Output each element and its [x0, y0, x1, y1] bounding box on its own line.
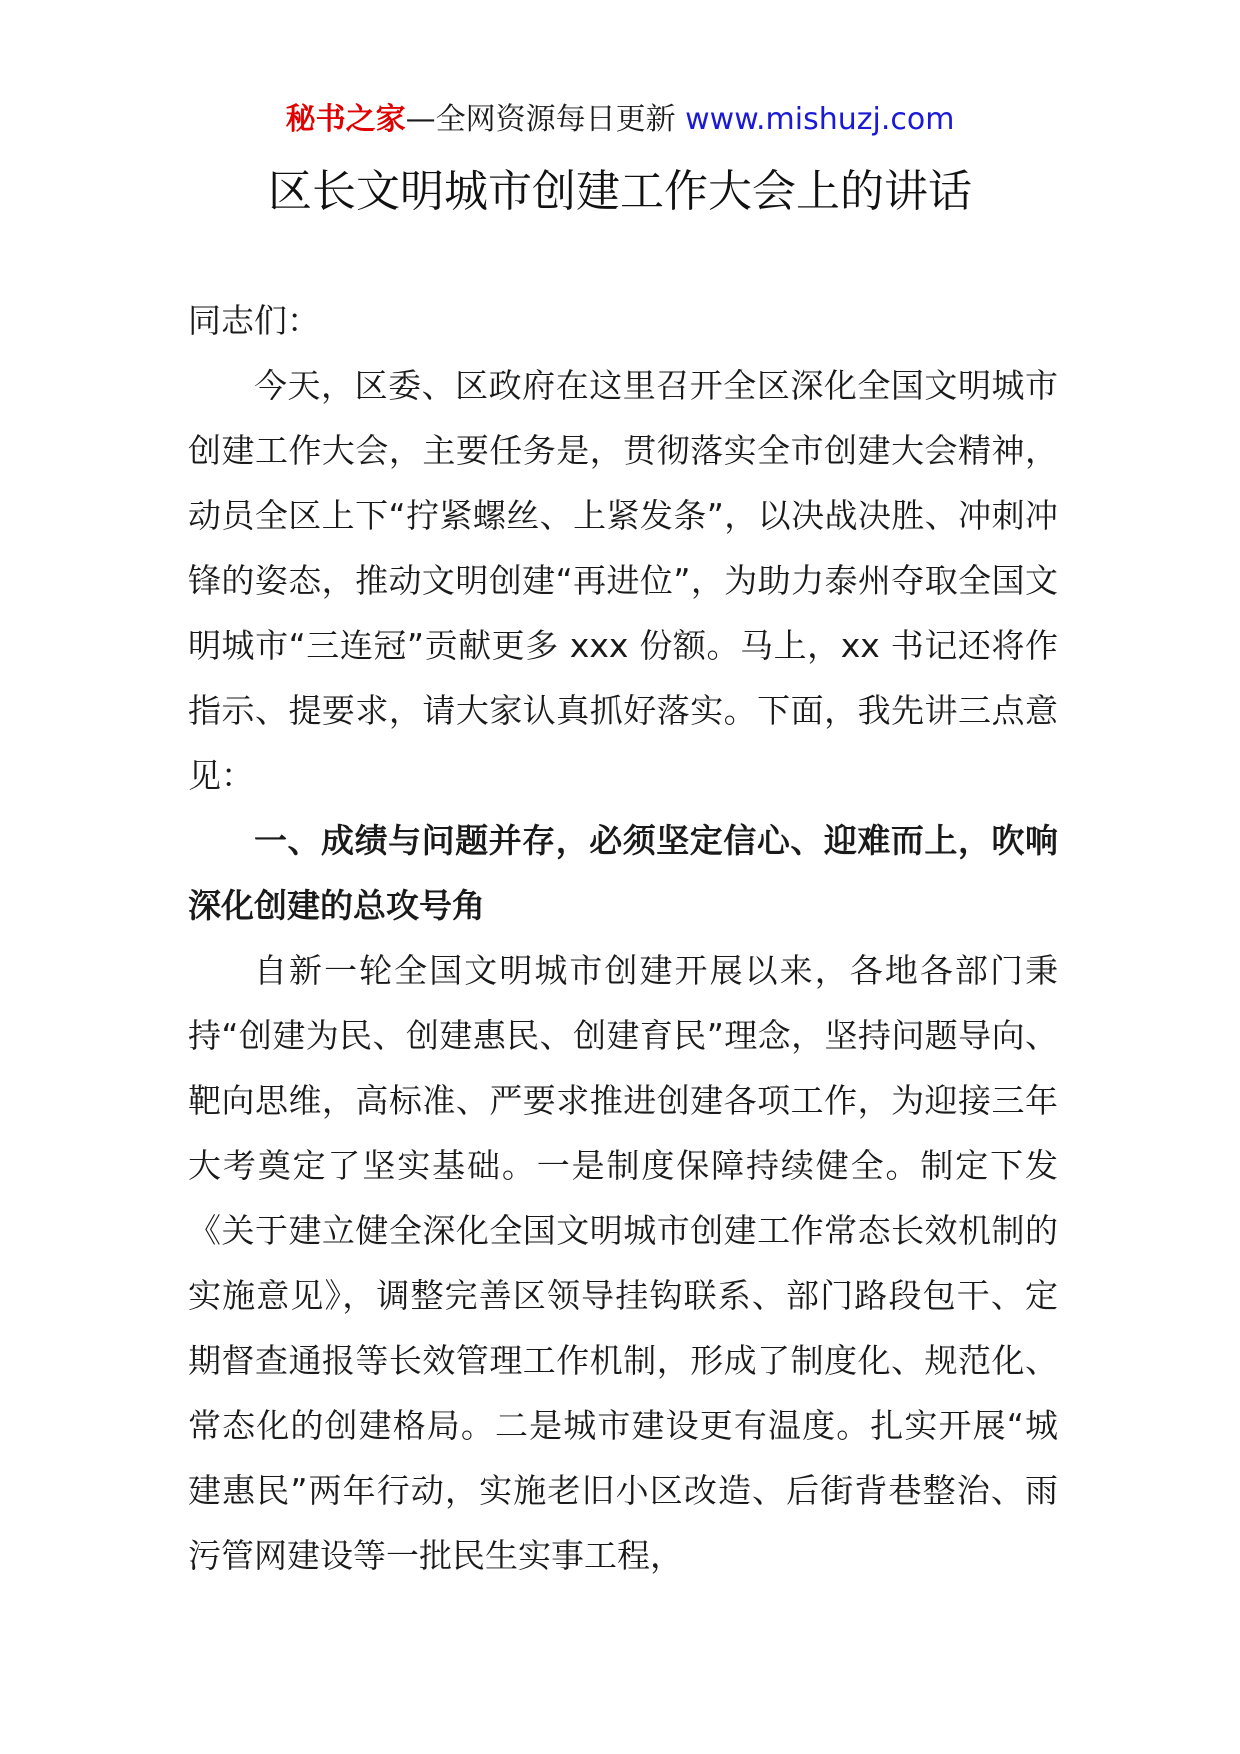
- site-banner: [0, 100, 1240, 140]
- banner-tagline: —全网资源每日更新: [405, 102, 686, 137]
- body-paragraph-achievements: 自新一轮全国文明城市创建开展以来，各地各部门秉持“创建为民、创建惠民、创建育民”理念，坚持问题导向、靶向思维，高标准、严要求推进创建各项工作，为迎接三年大考奠定了坚实基础。一是制度保障持续健全。制定下发《关于建立健全深化全国文明城市创建工作常态长效机制的实施意见》，调整完善区领导挂钩联系、部门路段包干、定期督查通报等长效管理工作机制，形成了制度化、规范化、常态化的创建格局。二是城市建设更有温度。扎实开展“城建惠民”两年行动，实施老旧小区改造、后街背巷整治、雨污管网建设等一批民生实事工程，: [188, 951, 1058, 1575]
- document-title: 区长文明城市创建工作大会上的讲话: [268, 166, 972, 217]
- section-heading-1: 一、成绩与问题并存，必须坚定信心、迎难而上，吹响深化创建的总攻号角: [188, 821, 1058, 925]
- salutation: 同志们：: [188, 301, 320, 340]
- body-paragraph-opening: 今天，区委、区政府在这里召开全区深化全国文明城市创建工作大会，主要任务是，贯彻落实全市创建大会精神，动员全区上下“拧紧螺丝、上紧发条”，以决战决胜、冲刺冲锋的姿态，推动文明创建“再进位”，为助力泰州夺取全国文明城市“三连冠”贡献更多 xxx 份额。马上，xx 书记还将作指示、提要求，请大家认真抓好落实。下面，我先讲三点意见：: [188, 366, 1058, 795]
- site-url-link[interactable]: www.mishuzj.com: [685, 102, 955, 137]
- brand-name: 秘书之家: [285, 102, 406, 137]
- document-body: [188, 288, 1058, 1588]
